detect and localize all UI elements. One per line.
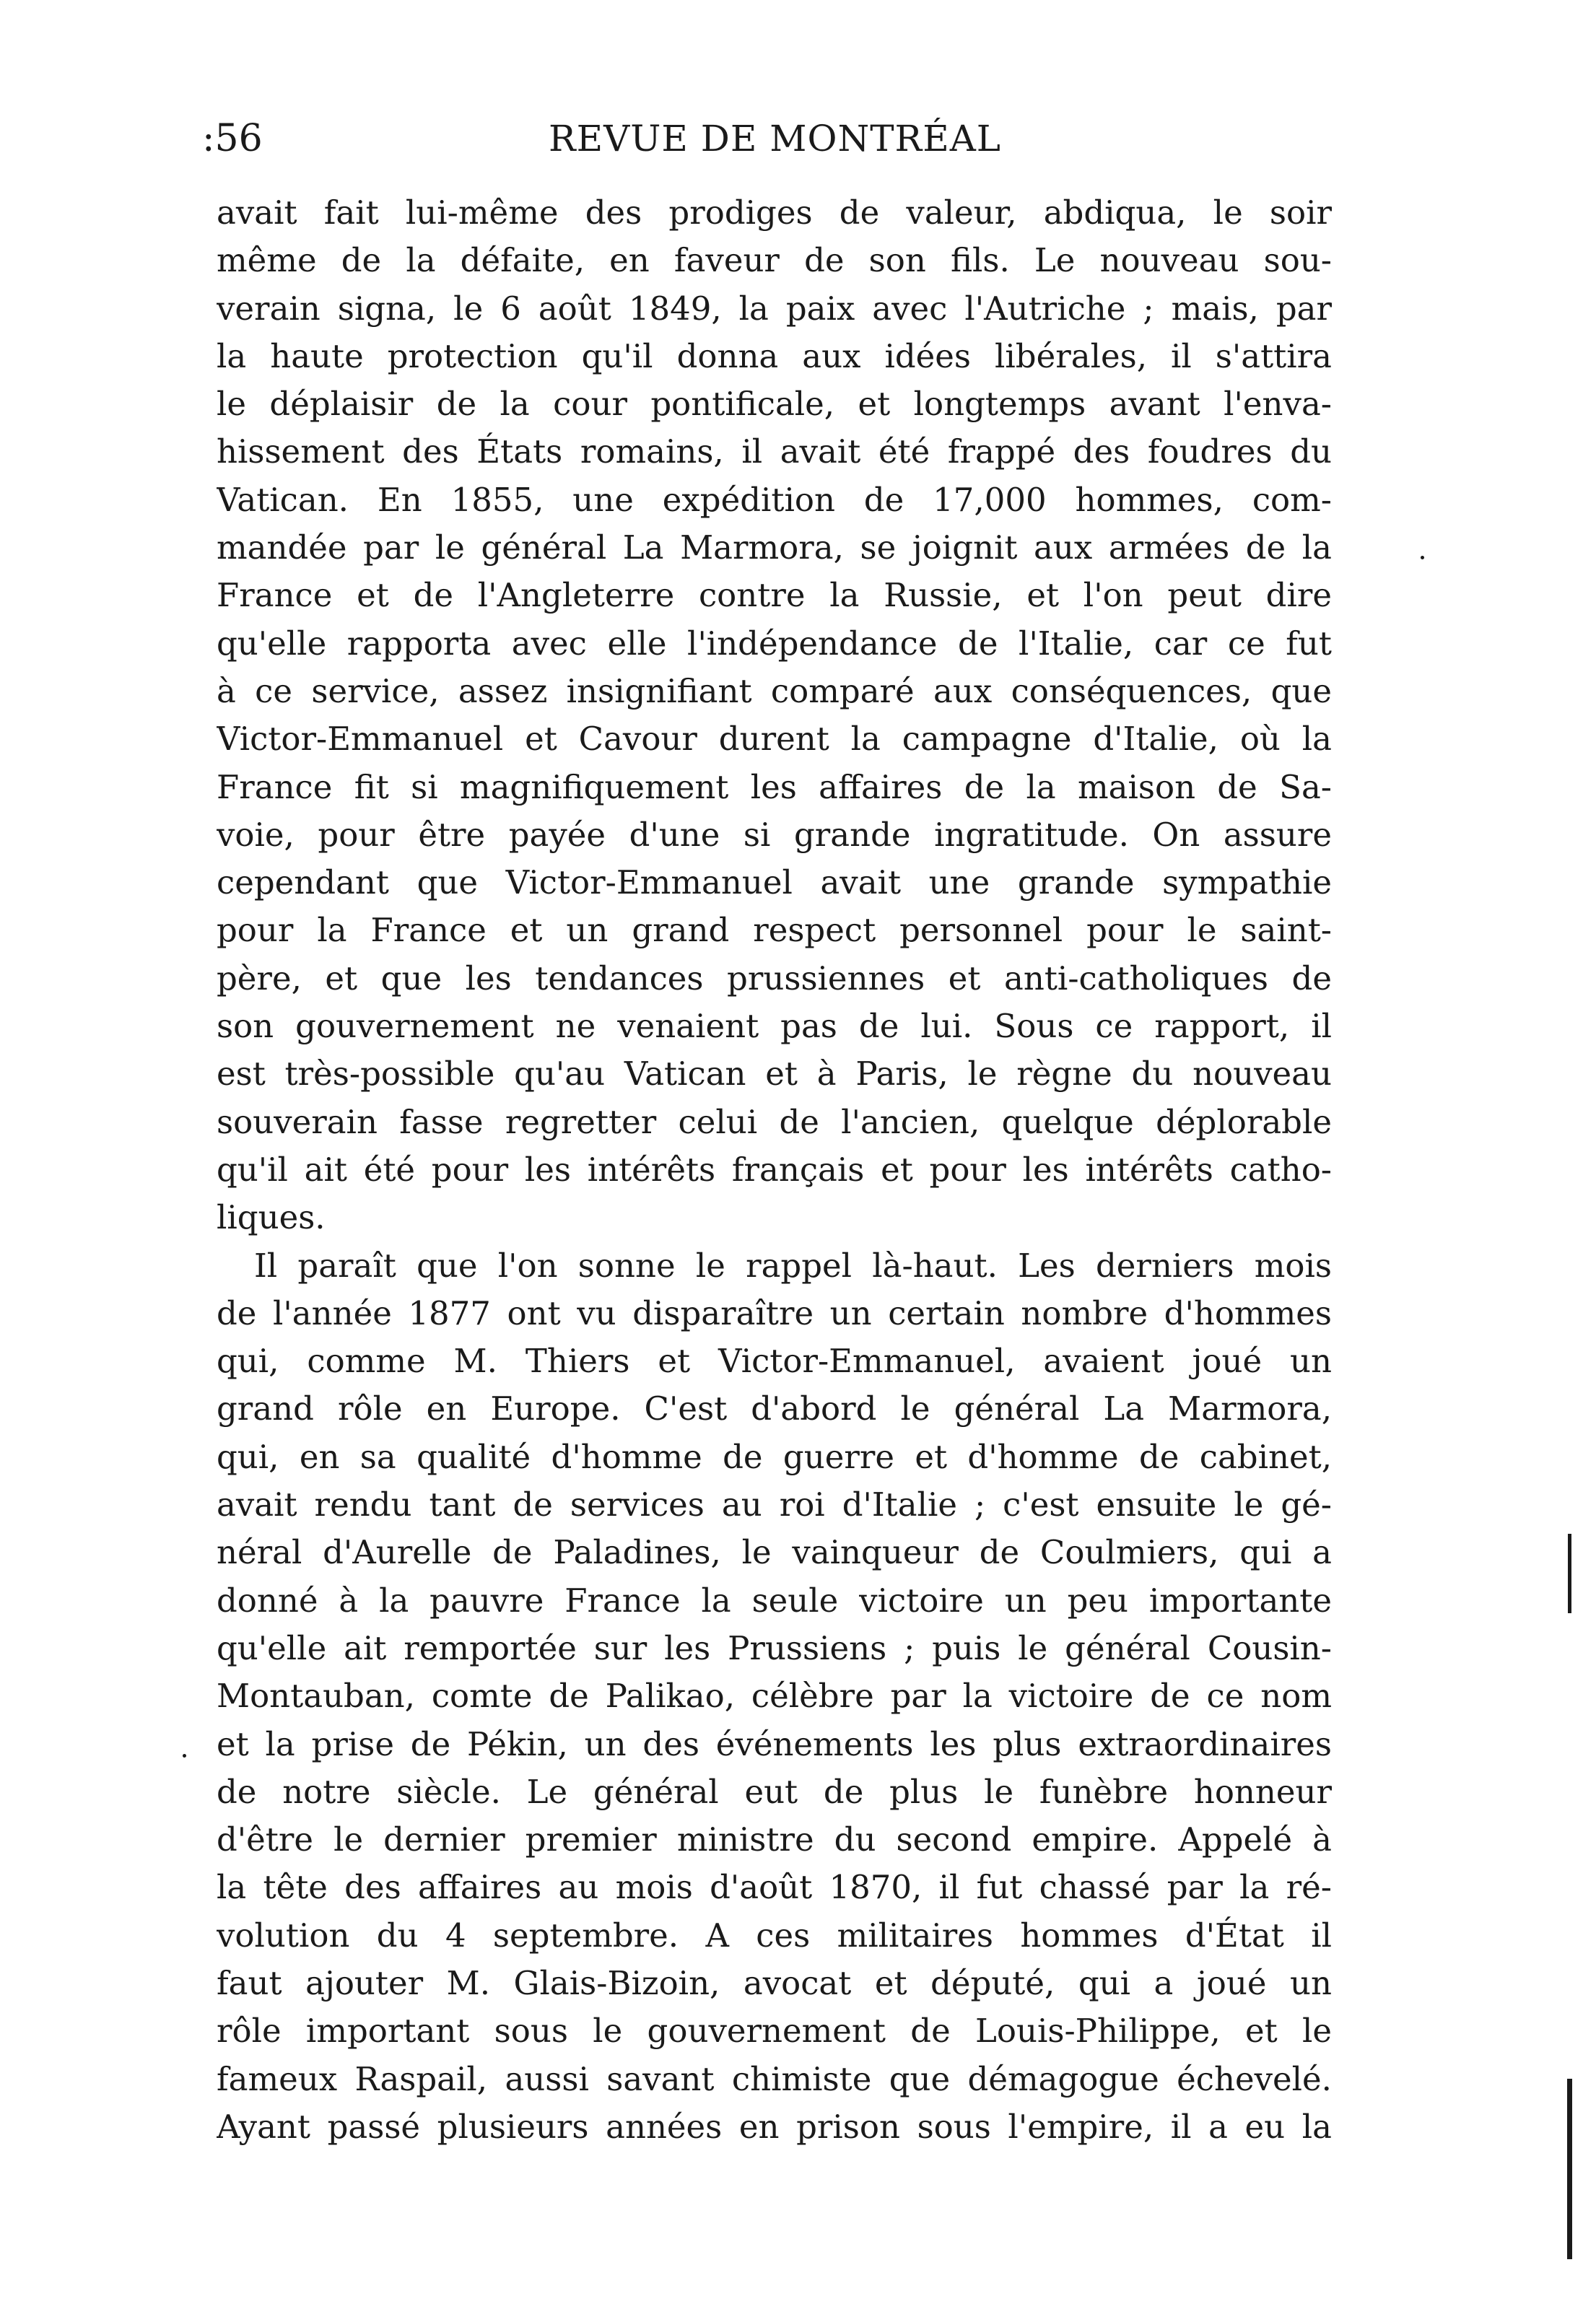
text-line: hissement des États romains, il avait été frappé des foudres du <box>217 432 1332 471</box>
scan-edge-mark <box>1568 1534 1571 1613</box>
body-text <box>217 189 1332 2151</box>
paragraph-end-line: liques. <box>217 1198 326 1237</box>
text-line: la haute protection qu'il donna aux idées libérales, il s'attira <box>217 336 1332 375</box>
scan-speck <box>183 1754 186 1758</box>
text-line: avait fait lui-même des prodiges de valeur, abdiqua, le soir <box>217 193 1332 232</box>
text-line: de l'année 1877 ont vu disparaître un certain nombre d'hommes <box>217 1293 1332 1332</box>
text-line: Vatican. En 1855, une expédition de 17,000 hommes, com- <box>217 480 1332 519</box>
text-line: volution du 4 septembre. A ces militaires hommes d'État il <box>217 1916 1332 1955</box>
text-line: son gouvernement ne venaient pas de lui. Sous ce rapport, il <box>217 1007 1332 1046</box>
text-line: mandée par le général La Marmora, se joignit aux armées de la <box>217 528 1332 567</box>
text-line: qui, en sa qualité d'homme de guerre et d'homme de cabinet, <box>217 1437 1332 1476</box>
text-line: rôle important sous le gouvernement de Louis-Philippe, et le <box>217 2012 1332 2051</box>
text-line: Victor-Emmanuel et Cavour durent la campagne d'Italie, où la <box>217 720 1332 759</box>
text-line: faut ajouter M. Glais-Bizoin, avocat et député, qui a joué un <box>217 1963 1332 2002</box>
text-line: à ce service, assez insignifiant comparé aux conséquences, que <box>217 671 1332 710</box>
text-line: Ayant passé plusieurs années en prison sous l'empire, il a eu la <box>217 2107 1332 2146</box>
text-line: néral d'Aurelle de Paladines, le vainqueur de Coulmiers, qui a <box>217 1533 1332 1572</box>
text-line: Montauban, comte de Palikao, célèbre par la victoire de ce nom <box>217 1677 1332 1716</box>
text-line: qu'il ait été pour les intérêts français et pour les intérêts catho- <box>217 1150 1332 1189</box>
text-line: même de la défaite, en faveur de son fils. Le nouveau sou- <box>217 241 1332 280</box>
text-line: de notre siècle. Le général eut de plus le funèbre honneur <box>217 1772 1332 1811</box>
text-line: cependant que Victor-Emmanuel avait une grande sympathie <box>217 863 1332 902</box>
text-line: fameux Raspail, aussi savant chimiste que démagogue échevelé. <box>217 2059 1332 2098</box>
text-line: donné à la pauvre France la seule victoire un peu importante <box>217 1581 1332 1620</box>
scan-edge-mark <box>1567 2079 1572 2259</box>
text-line: d'être le dernier premier ministre du second empire. Appelé à <box>217 1820 1332 1859</box>
text-line: France et de l'Angleterre contre la Russie, et l'on peut dire <box>217 576 1332 615</box>
paragraph-start-line: Il paraît que l'on sonne le rappel là-haut. Les derniers mois <box>254 1246 1332 1285</box>
text-line: père, et que les tendances prussiennes et anti-catholiques de <box>217 959 1332 998</box>
text-line: voie, pour être payée d'une si grande ingratitude. On assure <box>217 815 1332 854</box>
text-line: verain signa, le 6 août 1849, la paix avec l'Autriche ; mais, par <box>217 289 1332 328</box>
text-line: pour la France et un grand respect personnel pour le saint- <box>217 911 1332 950</box>
text-line: le déplaisir de la cour pontificale, et longtemps avant l'enva- <box>217 385 1332 424</box>
page-number: :56 <box>202 117 263 160</box>
journal-title: REVUE DE MONTRÉAL <box>549 118 1002 160</box>
text-line: qui, comme M. Thiers et Victor-Emmanuel, avaient joué un <box>217 1342 1332 1381</box>
scan-speck <box>1421 556 1424 559</box>
text-line: grand rôle en Europe. C'est d'abord le général La Marmora, <box>217 1389 1332 1428</box>
text-line: qu'elle ait remportée sur les Prussiens ; puis le général Cousin- <box>217 1628 1332 1667</box>
text-line: est très-possible qu'au Vatican et à Paris, le règne du nouveau <box>217 1055 1332 1094</box>
text-line: France fit si magnifiquement les affaires de la maison de Sa- <box>217 767 1332 806</box>
running-head <box>202 110 1328 167</box>
text-line: et la prise de Pékin, un des événements les plus extraordinaires <box>217 1724 1332 1763</box>
text-line: avait rendu tant de services au roi d'Italie ; c'est ensuite le gé- <box>217 1485 1332 1524</box>
text-line: qu'elle rapporta avec elle l'indépendance de l'Italie, car ce fut <box>217 624 1332 663</box>
text-line: la tête des affaires au mois d'août 1870, il fut chassé par la ré- <box>217 1868 1332 1907</box>
text-line: souverain fasse regretter celui de l'ancien, quelque déplorable <box>217 1102 1332 1141</box>
